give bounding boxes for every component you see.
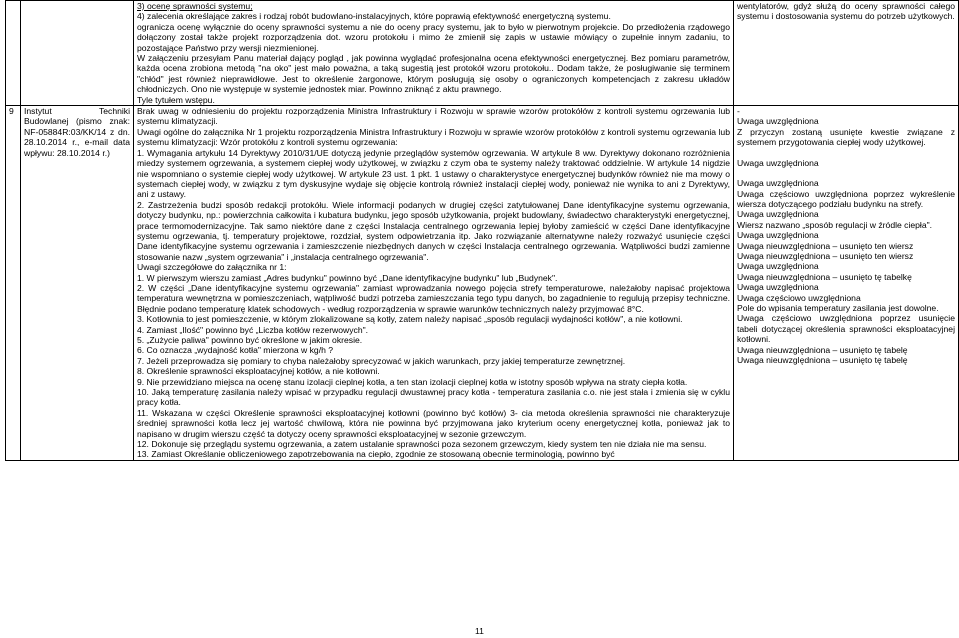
submitter-text: Instytut Techniki Budowlanej (pismo znak: NF-05884R:03/KK/14 z dn. 28.10.2014 r., e-mail data wpływu: 28.10.2014 r.) — [24, 106, 130, 158]
table-row — [6, 1, 959, 106]
row-number-cell — [6, 1, 21, 106]
submitter-cell — [21, 106, 134, 461]
comment-paragraph: 3. Kotłownia to jest pomieszczenie, w którym zlokalizowane są kotły, zatem należy napisać „sposób regulacji wydajności kotłów", a nie kotłowni. — [137, 314, 683, 325]
response-text: Uwaga nieuwzględniona – usunięto ten wiersz — [737, 250, 914, 261]
response-text: Uwaga uwzględniona — [737, 209, 819, 220]
response-text: wentylatorów, gdyż służą do oceny sprawności całego systemu i dostosowania systemu do potrzeb użytkowych. — [737, 1, 955, 22]
response-text: Uwaga częściowo uwzględniona poprzez usunięcie tabeli dotyczącej określenia sprawności eksploatacyjnej kotłowni. — [737, 313, 955, 345]
page-number: 11 — [475, 626, 484, 636]
response-text: Uwaga uwzględniona — [737, 230, 819, 241]
response-text: Uwaga nieuwzględniona – usunięto tę tabelę — [737, 355, 908, 365]
response-text: Uwaga częściowo uwzględniona — [737, 292, 861, 303]
response-text: Uwaga nieuwzględniona – usunięto tę tabelę — [737, 344, 908, 355]
comment-paragraph: 4. Zamiast „Ilość" powinno być „Liczba kotłów rezerwowych". — [137, 324, 369, 335]
comment-paragraph: 6. Co oznacza „wydajność kotła" mierzona w kg/h ? — [137, 345, 334, 356]
response-text: Uwaga nieuwzględniona – usunięto ten wiersz — [737, 240, 914, 251]
response-cell — [734, 1, 959, 106]
comment-paragraph: 11. Wskazana w części Określenie sprawności eksploatacyjnej kotłowni (powinno być kotłów) 3- cia metoda określenia sprawności nie charakteryzuje średniej sprawności kotła lecz jej wartość chwilową, która nie powinna być przyjmowana jako kryterium oceny energetycznej kotła, ponieważ jak to napisano w drugim wierszu część ta dotyczy oceny sprawności eksploatacyjnej w sezonie grzewczym. — [137, 407, 730, 439]
comment-paragraph: 9. Nie przewidziano miejsca na ocenę stanu izolacji cieplnej kotła, a ten stan izolacji cieplnej kotła w istotny sposób wpływa na straty ciepła kotła. — [137, 376, 688, 387]
response-text: Pole do wpisania temperatury zasilania jest dowolne. — [737, 302, 939, 313]
response-text: Wiersz nazwano „sposób regulacji w źródle ciepła". — [737, 219, 933, 230]
comment-paragraph: Tyle tytułem wstępu. — [137, 94, 215, 105]
row-number: 9 — [9, 106, 14, 117]
comment-paragraph: ogranicza ocenę wyłącznie do oceny sprawności systemu a nie do oceny pracy systemu, jak to było w pierwotnym projekcie. Do przedłożenia rządowego dołączony został także projekt rozporządzenia dot. wzoru protokołu i mimo że zmienił się zapis w ustawie mówiący o zupełnie innym zadaniu, to pozostające Państwo przy wersji niezmienionej. — [137, 21, 730, 53]
response-text: Uwaga uwzględniona — [737, 178, 819, 189]
comment-paragraph: Uwagi szczegółowe do załącznika nr 1: — [137, 262, 287, 273]
comment-paragraph: 10. Jaką temperaturę zasilania należy wpisać w przypadku regulacji dwustawnej pracy kotła - temperatura zasilania c.o. nie jest stała i zmienia się w cyklu pracy kotła. — [137, 387, 730, 408]
response-text: Uwaga częściowo uwzględniona poprzez wykreślenie wiersza dotyczącego podziału budynku na strefy. — [737, 188, 955, 209]
comment-cell — [134, 106, 734, 461]
comment-paragraph: Uwagi ogólne do załącznika Nr 1 projektu rozporządzenia Ministra Infrastruktury i Rozwoju w sprawie wzorów protokółów z kontroli systemu ogrzewania lub systemu klimatyzacji: Wzór protokółu z kontroli systemu ogrzewania: — [137, 126, 730, 148]
table-row — [6, 106, 959, 461]
comment-paragraph: Brak uwag w odniesieniu do projektu rozporządzenia Ministra Infrastruktury i Rozwoju w sprawie wzorów protokółów z kontroli systemu ogrzewania lub systemu klimatyzacji. — [137, 106, 730, 127]
comment-paragraph: 12. Dokonuje się przeglądu systemu ogrzewania, a zatem ustalanie sprawności poza sezonem grzewczym, kiedy system ten nie działa nie ma sensu. — [137, 439, 707, 450]
comment-paragraph: 2. Zastrzeżenia budzi sposób redakcji protokółu. Wiele informacji podanych w drugiej części zatytułowanej Dane identyfikacyjne systemu ogrzewania, dotyczy budynku, np.: powierzchnia całkowita i kubatura budynku, jego sposób użytkowania, projekt budowlany, świadectwo charakterystyki energetycznej, prace termomodernizacyjne. Tak samo niektóre dane z części Instalacja centralnego ogrzewania lepiej byłoby zamieścić w części Dane identyfikacyjne systemu ogrzewania, tj. temperatury projektowe, rozdział, system odpowietrzania itp. Jako rozwiązanie alternatywne należy rozważyć usunięcie części Dane identyfikacyjne systemu ogrzewania i zamieszczenie niezbędnych danych w części Instalacja centralnego ogrzewania. Wątpliwości budzi zamienne stosowanie nazw „system ogrzewania" i „instalacja centralnego ogrzewania". — [137, 199, 730, 262]
response-text: Uwaga uwzględniona — [737, 261, 819, 272]
comment-paragraph: 3) ocenę sprawności systemu; — [137, 1, 253, 11]
comment-paragraph: 13. Zamiast Określanie obliczeniowego zapotrzebowania na ciepło, zgodnie ze stosowaną obecnie terminologią, powinno być — [137, 449, 615, 460]
response-text: Uwaga uwzględniona — [737, 282, 819, 293]
comment-paragraph: 4) zalecenia określające zakres i rodzaj robót budowlano-instalacyjnych, które poprawią efektywność energetyczną systemu. — [137, 11, 611, 22]
response-text: Uwaga uwzględniona — [737, 157, 819, 168]
response-text: Uwaga nieuwzględniona – usunięto tę tabelkę — [737, 271, 912, 282]
comment-paragraph: W załączeniu przesyłam Panu materiał dający pogląd , jak powinna wyglądać profesjonalna ocena efektywności energetycznej. Bez pomiaru parametrów, każda ocena zrobiona metodą "na oko" jest mało poważna, a taką sugestią jest protokół wzoru protokołu.. Dodam także, że posługiwanie się terminem "chłód" jest również nieprawidłowe. Jest to określenie żargonowe, którym posługują się osoby o ograniczonych kompetencjach z zakresu układów chłodniczych. Ono nie występuje w systemie jednostek miar. Powinno zniknąć z aktu prawnego. — [137, 53, 730, 95]
comment-paragraph: 2. W części „Dane identyfikacyjne systemu ogrzewania" zamiast wprowadzania nowego pojęcia strefy temperaturowe, należałoby napisać projektowa temperatura wewnętrzna w pomieszczeniach, wątpliwość budzi potrzeba zamieszczania tego typu danych, bo zagadnienie to regulują przepisy techniczne. Błędnie podano temperaturę klatek schodowych - według rozporządzenia w sprawie warunków technicznych należy przyjmować 8°C. — [137, 282, 730, 314]
comment-paragraph: 8. Określenie sprawności eksploatacyjnej kotłów, a nie kotłowni. — [137, 366, 380, 377]
row-number-cell — [6, 106, 21, 461]
response-text: - — [737, 106, 740, 117]
submitter-cell — [21, 1, 134, 106]
comment-paragraph: 1. W pierwszym wierszu zamiast „Adres budynku" powinno być „Dane identyfikacyjne budynku" lub „Budynek". — [137, 272, 558, 283]
comment-cell — [134, 1, 734, 106]
comments-table — [5, 0, 959, 461]
comment-paragraph: 7. Jeżeli przeprowadza się pomiary to chyba należałoby sprecyzować w jakich warunkach, przy jakiej temperaturze zewnętrznej. — [137, 355, 626, 366]
response-text: Uwaga uwzględniona — [737, 116, 819, 127]
response-cell — [734, 106, 959, 461]
response-text: Z przyczyn zostaną usunięte kwestie związane z systemem przygotowania ciepłej wody użytkowej. — [737, 126, 955, 148]
comment-paragraph: 5. „Zużycie paliwa" powinno być określone w jakim okresie. — [137, 335, 363, 345]
comment-paragraph: 1. Wymagania artykułu 14 Dyrektywy 2010/31/UE dotyczą jedynie przeglądów systemów ogrzewania. W artykule 8 ww. Dyrektywy dokonano rozróżnienia miedzy systemem ogrzewania, a systemem ciepłej wody użytkowej, w związku z czym oba te systemy należy traktować oddzielnie. W artykule 14 nigdzie nie wspomniano o systemie ciepłej wody użytkowej. W artykule 23 ust. 1 pkt. 1 ustawy o charakterystyce energetycznej budynków również nie ma mowy o systemach ciepłej wody, w związku z tym dyskusyjne wydaje się objęcie kontrolą również instalacji ciepłej wody, ponieważ nie wynika to ani z Dyrektywy, ani z ustawy. — [137, 147, 730, 200]
